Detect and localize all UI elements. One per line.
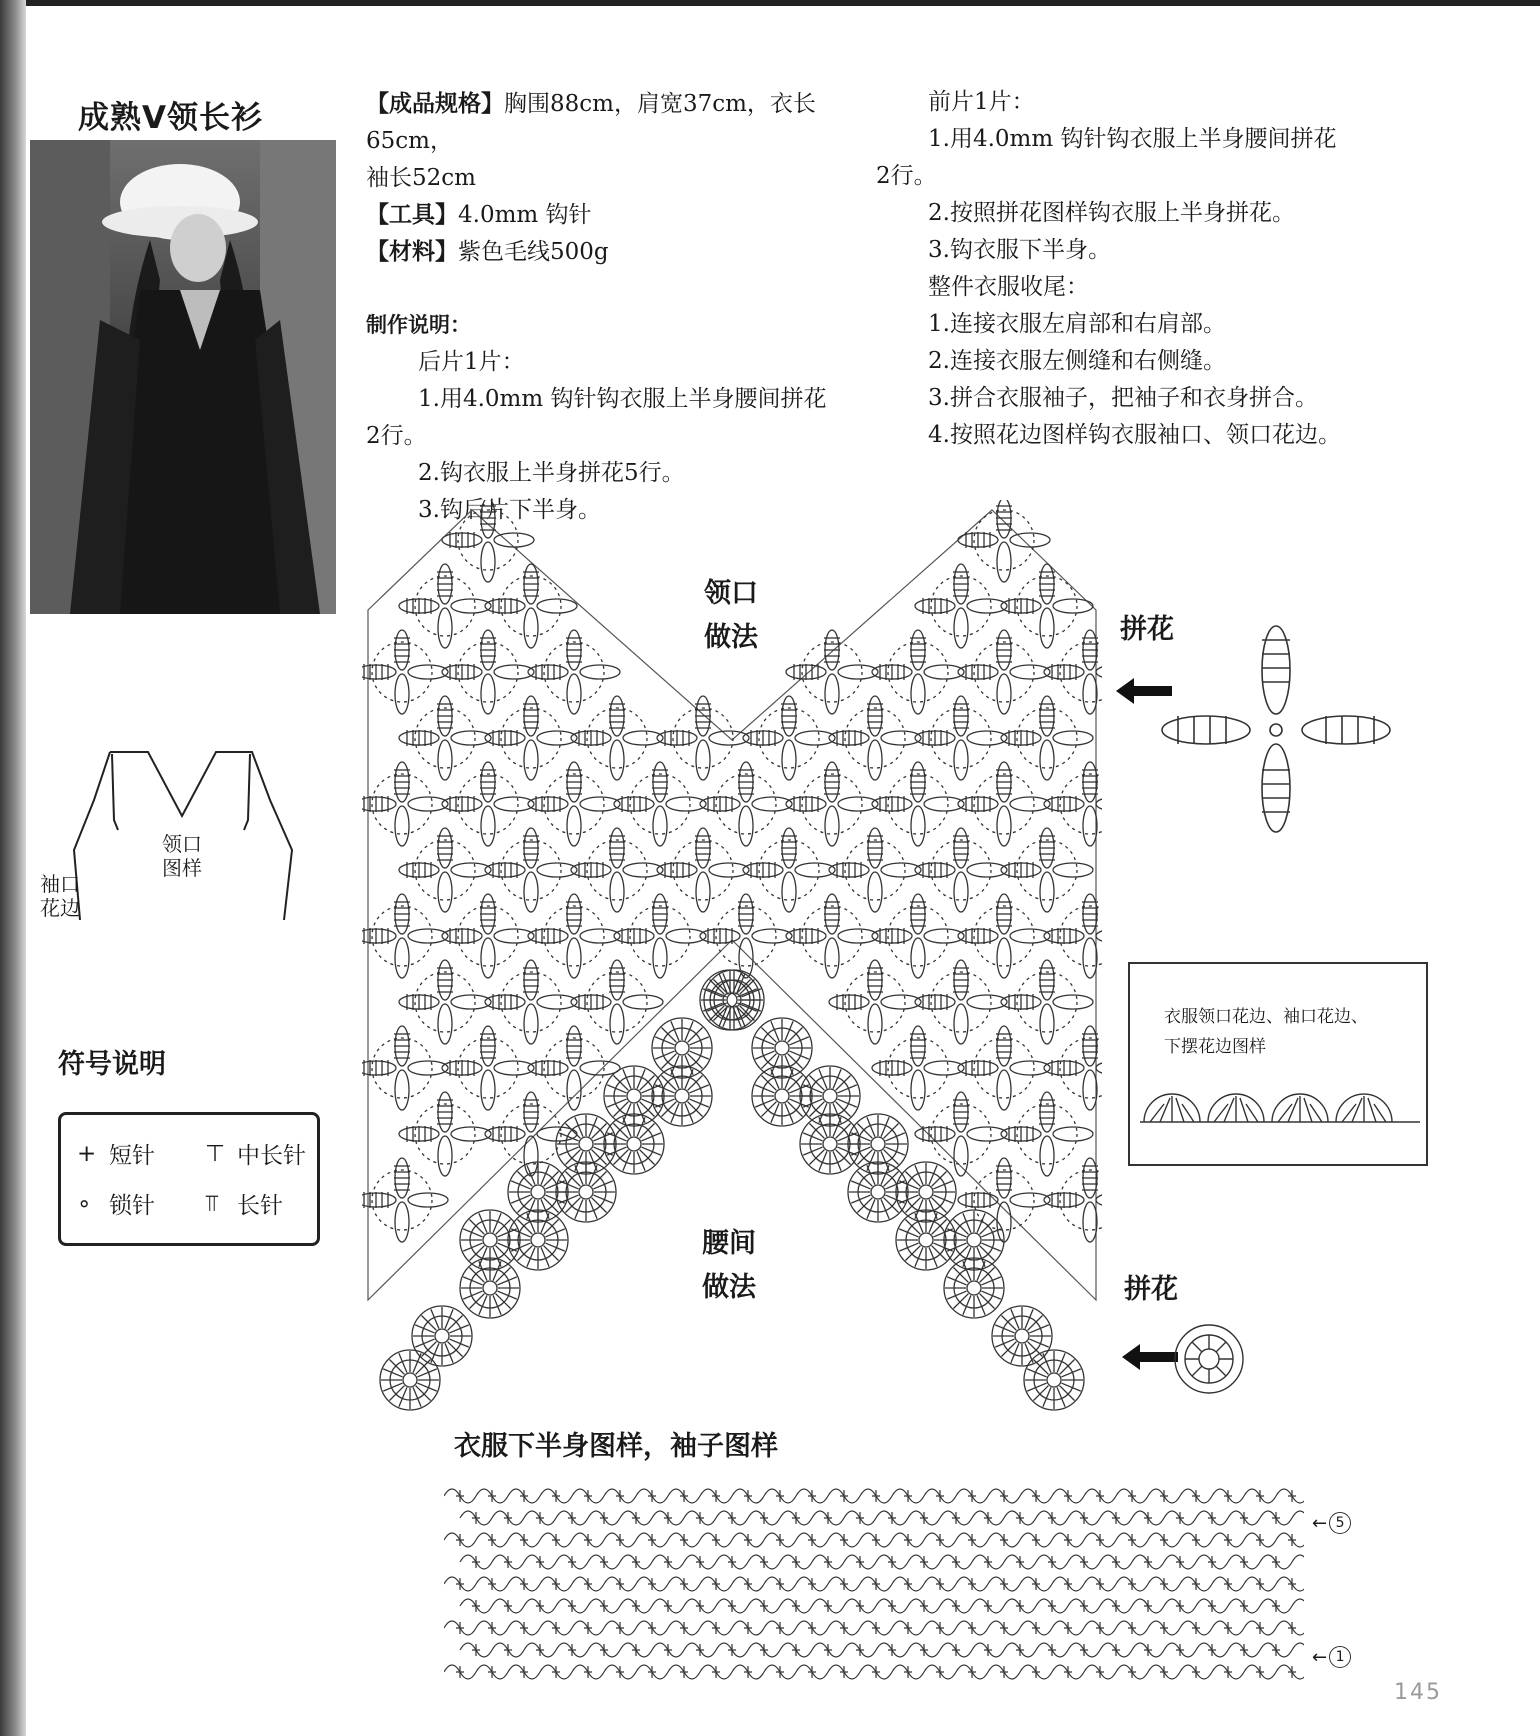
legend-box [58,1112,320,1246]
sketch-cuff-line-2: 花边 [40,896,80,920]
back-step-1-cont: 2行。 [366,423,427,449]
edging-pattern-box [1128,962,1428,1166]
front-step-1: 1.用4.0mm 钩针钩衣服上半身腰间拼花 [928,126,1337,152]
tool-value: 4.0mm 钩针 [458,202,592,228]
size-value-cont: 袖长52cm [366,165,476,191]
row-number: 1 [1329,1646,1351,1668]
neckline-line-1: 领口 [704,578,758,609]
legend-item-hdc [205,1137,306,1170]
finish-step-4: 4.按照花边图样钩衣服袖口、领口花边。 [928,422,1341,448]
motif-top-diagram [1156,620,1396,840]
tool-key: 【工具】 [366,202,458,228]
back-title: 后片1片： [418,349,525,375]
edging-scallops [1140,1082,1420,1132]
legend-label: 锁针 [109,1193,155,1219]
front-step-1-cont: 2行。 [876,163,937,189]
finish-step-2: 2.连接衣服左侧缝和右侧缝。 [928,348,1226,374]
sketch-neck-line-1: 领口 [162,832,202,856]
sc-symbol-icon: + [77,1140,97,1167]
hdc-symbol-icon: ⊤ [205,1140,226,1167]
waist-label [702,1222,756,1310]
dc-symbol-icon: ⫪ [205,1190,219,1217]
sketch-cuff-line-1: 袖口 [40,872,80,896]
size-key: 【成品规格】 [366,91,504,117]
sketch-cuff-label [40,872,80,920]
ch-symbol-icon: ∘ [77,1190,92,1217]
back-step-2: 2.钩衣服上半身拼花5行。 [418,460,685,486]
legend-title: 符号说明 [58,1049,166,1080]
spec-block [366,86,886,529]
finish-step-1: 1.连接衣服左肩部和右肩部。 [928,311,1226,337]
edging-line-2: 下摆花边图样 [1164,1037,1266,1057]
mesh-pattern-diagram [444,1476,1304,1696]
legend-item-sc [77,1137,155,1170]
edging-line-1: 衣服领口花边、袖口花边、 [1164,1007,1368,1027]
legend-label: 短针 [109,1143,155,1169]
legend-item-dc [205,1187,283,1220]
waist-line-2: 做法 [702,1272,756,1303]
arrow-left-icon: ← [1312,1512,1328,1534]
instructions-heading: 制作说明： [366,313,471,337]
row-marker-bottom [1312,1646,1351,1668]
finish-step-3: 3.拼合衣服袖子，把袖子和衣身拼合。 [928,385,1318,411]
arrow-left-icon [1120,1342,1180,1372]
edging-caption [1164,1002,1368,1062]
page-title: 成熟V领长衫 [78,100,263,136]
waist-line-1: 腰间 [702,1228,756,1259]
material-key: 【材料】 [366,239,458,265]
front-finish-block [876,84,1448,454]
top-rule [26,0,1540,6]
neckline-label [704,572,758,660]
model-silhouette [30,140,336,614]
material-value: 紫色毛线500g [458,239,609,265]
finish-title: 整件衣服收尾： [928,274,1089,300]
front-title: 前片1片： [928,89,1035,115]
circle-motif-diagram [1172,1322,1246,1396]
motif-top-label: 拼花 [1120,614,1174,645]
book-spine-shadow [0,0,26,1736]
bottom-pattern-title: 衣服下半身图样，袖子图样 [454,1431,778,1462]
row-marker-top [1312,1512,1351,1534]
motif-bottom-label: 拼花 [1124,1274,1178,1305]
sketch-neck-line-2: 图样 [162,856,202,880]
page-number: 145 [1394,1680,1442,1705]
back-step-3: 3.钩后片下半身。 [418,497,601,523]
row-number: 5 [1329,1512,1351,1534]
size-value: 胸围88cm，肩宽37cm，衣长65cm， [366,91,816,154]
legend-label: 中长针 [237,1143,306,1169]
arrow-left-icon: ← [1312,1646,1328,1668]
legend-label: 长针 [237,1193,283,1219]
model-photo [30,140,336,614]
front-step-2: 2.按照拼花图样钩衣服上半身拼花。 [928,200,1295,226]
back-step-1: 1.用4.0mm 钩针钩衣服上半身腰间拼花 [418,386,827,412]
sketch-neck-label [162,832,202,880]
front-step-3: 3.钩衣服下半身。 [928,237,1111,263]
neckline-line-2: 做法 [704,622,758,653]
legend-item-ch [77,1187,155,1220]
